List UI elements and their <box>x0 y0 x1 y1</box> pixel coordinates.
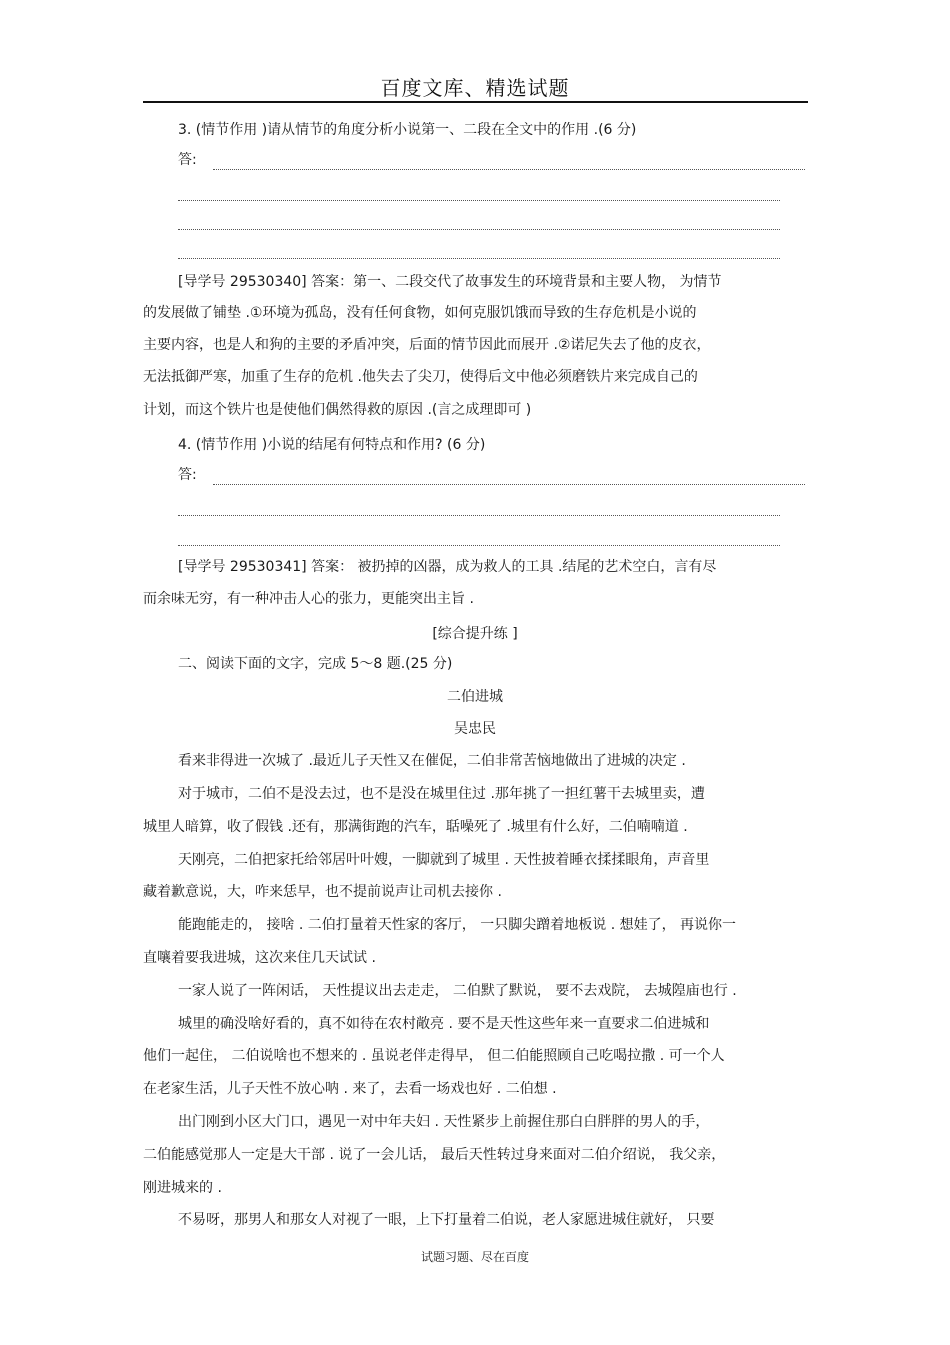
section-heading: [综合提升练 ] <box>432 626 518 642</box>
page-footer: 试题习题、尽在百度 <box>420 1250 529 1264</box>
story-paragraph-6-line-3: 在老家生活，儿子天性不放心呐 . 来了，去看一场戏也好 . 二伯想 . <box>143 1081 557 1097</box>
answer-line <box>178 515 780 516</box>
answer-line <box>213 484 805 485</box>
story-paragraph-7-line-1: 出门刚到小区大门口，遇见一对中年夫妇 . 天性紧步上前握住那白白胖胖的男人的手， <box>178 1114 710 1130</box>
story-paragraph-3-line-1: 天刚亮，二伯把家托给邻居叶叶嫂，一脚就到了城里 . 天性披着睡衣揉揉眼角，声音里 <box>178 852 710 868</box>
answer-4-line-1: [导学号 29530341] 答案： 被扔掉的凶器，成为救人的工具 .结尾的艺术空白，言有尽 <box>178 559 717 575</box>
story-paragraph-2-line-1: 对于城市，二伯不是没去过，也不是没在城里住过 .那年挑了一担红薯干去城里卖，遭 <box>178 786 705 802</box>
answer-3-line-3: 主要内容，也是人和狗的主要的矛盾冲突，后面的情节因此而展开 .②诺尼失去了他的皮衣， <box>143 337 711 353</box>
story-title: 二伯进城 <box>447 689 503 705</box>
story-paragraph-2-line-2: 城里人暗算，收了假钱 .还有，那满街跑的汽车，聒噪死了 .城里有什么好，二伯喃喃道 . <box>143 819 688 835</box>
story-paragraph-7-line-2: 二伯能感觉那人一定是大干部 . 说了一会儿话， 最后天性转过身来面对二伯介绍说， 我父亲， <box>143 1147 726 1163</box>
story-paragraph-7-line-3: 刚进城来的 . <box>143 1180 222 1196</box>
story-paragraph-4-line-1: 能跑能走的， 接啥 . 二伯打量着天性家的客厅， 一只脚尖蹭着地板说 . 想娃了， 再说你一 <box>178 917 737 933</box>
answer-line <box>213 169 805 170</box>
answer-line <box>178 200 780 201</box>
answer-3-line-4: 无法抵御严寒，加重了生存的危机 .他失去了尖刀，使得后文中他必须磨铁片来完成自己的 <box>143 369 698 385</box>
story-paragraph-4-line-2: 直嚷着要我进城，这次来住几天试试 . <box>143 950 376 966</box>
story-paragraph-1: 看来非得进一次城了 .最近儿子天性又在催促，二伯非常苦恼地做出了进城的决定 . <box>178 753 686 769</box>
header-divider <box>143 101 808 103</box>
answer-label-3: 答: <box>178 152 197 168</box>
question-4: 4. (情节作用 )小说的结尾有何特点和作用? (6 分) <box>178 437 486 453</box>
answer-3-line-2: 的发展做了铺垫 .①环境为孤岛，没有任何食物，如何克服饥饿而导致的生存危机是小说的 <box>143 305 697 321</box>
answer-3-line-5: 计划，而这个铁片也是使他们偶然得救的原因 .(言之成理即可 ) <box>143 402 532 418</box>
story-paragraph-5: 一家人说了一阵闲话， 天性提议出去走走， 二伯默了默说， 要不去戏院， 去城隍庙也行 . <box>178 983 737 999</box>
question-3: 3. (情节作用 )请从情节的角度分析小说第一、二段在全文中的作用 .(6 分) <box>178 122 637 138</box>
story-author: 吴忠民 <box>454 721 496 737</box>
page-header-title: 百度文库、精选试题 <box>380 76 570 100</box>
answer-label-4: 答: <box>178 467 197 483</box>
answer-line <box>178 545 780 546</box>
answer-line <box>178 229 780 230</box>
answer-line <box>178 258 780 259</box>
section-instruction: 二、阅读下面的文字，完成 5～8 题.(25 分) <box>178 656 453 672</box>
story-paragraph-6-line-1: 城里的确没啥好看的，真不如待在农村敞亮 . 要不是天性这些年来一直要求二伯进城和 <box>178 1016 710 1032</box>
story-paragraph-6-line-2: 他们一起住， 二伯说啥也不想来的 . 虽说老伴走得早， 但二伯能照顾自己吃喝拉撒 . 可一个人 <box>143 1048 725 1064</box>
answer-4-line-2: 而余味无穷，有一种冲击人心的张力，更能突出主旨 . <box>143 591 474 607</box>
story-paragraph-3-line-2: 藏着歉意说，大，咋来恁早，也不提前说声让司机去接你 . <box>143 884 502 900</box>
story-paragraph-8-line-1: 不易呀，那男人和那女人对视了一眼，上下打量着二伯说，老人家愿进城住就好， 只要 <box>178 1212 715 1228</box>
answer-3-line-1: [导学号 29530340] 答案：第一、二段交代了故事发生的环境背景和主要人物， 为情节 <box>178 274 722 290</box>
